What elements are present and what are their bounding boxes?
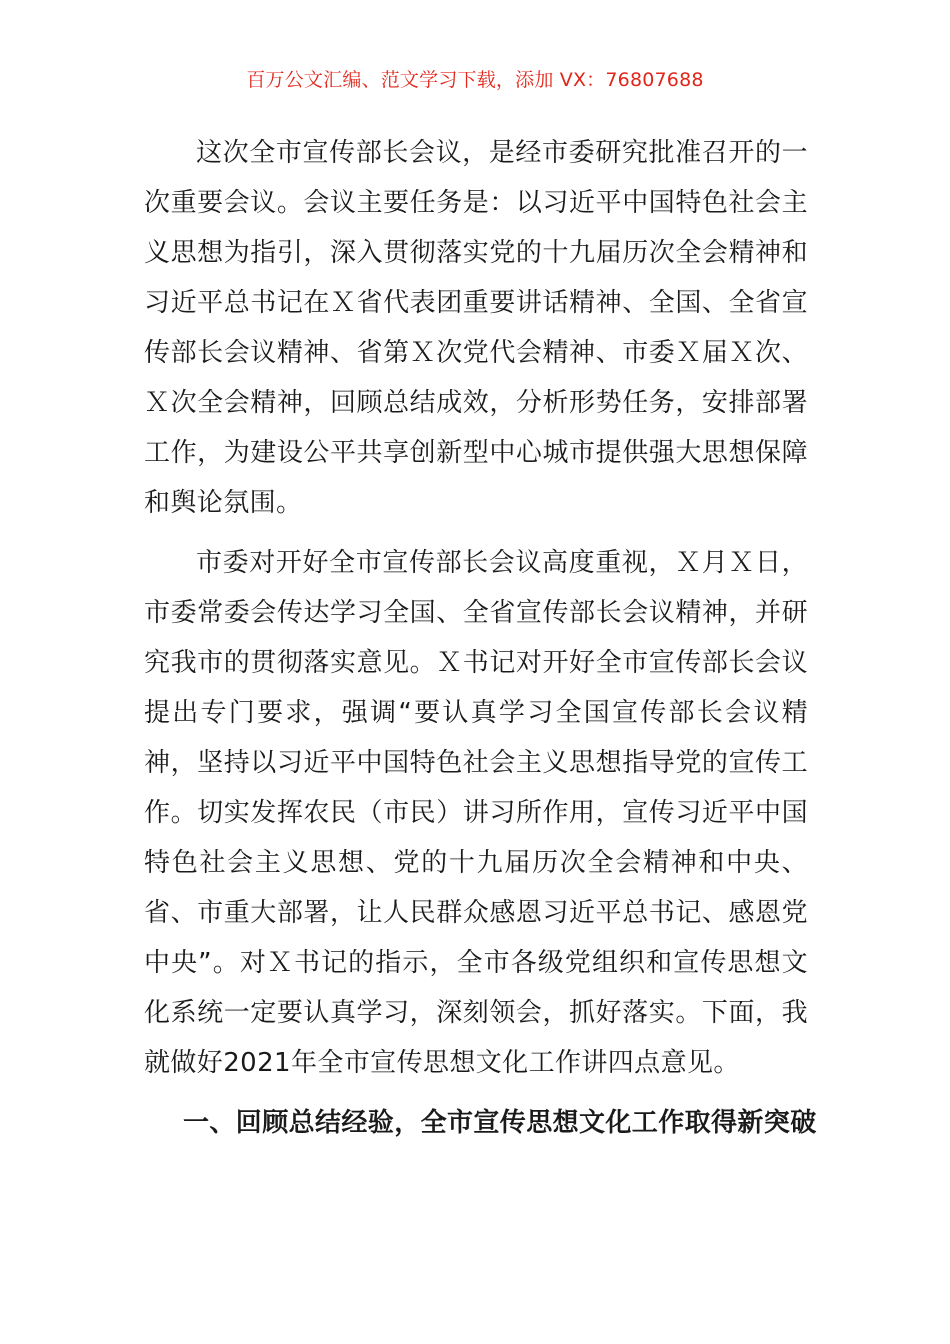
document-body	[144, 128, 817, 1148]
section-heading: 一、回顾总结经验，全市宣传思想文化工作取得新突破	[183, 1108, 817, 1138]
header-watermark-note: 百万公文汇编、范文学习下载，添加 VX：76807688	[246, 69, 704, 91]
body-paragraph-1: 这次全市宣传部长会议，是经市委研究批准召开的一次重要会议。会议主要任务是：以习近平中国特色社会主义思想为指引，深入贯彻落实党的十九届历次全会精神和习近平总书记在Ｘ省代表团重要讲话精神、全国、全省宣传部长会议精神、省第Ｘ次党代会精神、市委Ｘ届Ｘ次、Ｘ次全会精神，回顾总结成效，分析形势任务，安排部署工作，为建设公平共享创新型中心城市提供强大思想保障和舆论氛围。	[144, 138, 808, 518]
body-paragraph-2: 市委对开好全市宣传部长会议高度重视，Ｘ月Ｘ日，市委常委会传达学习全国、全省宣传部长会议精神，并研究我市的贯彻落实意见。Ｘ书记对开好全市宣传部长会议提出专门要求，强调“要认真学习全国宣传部长会议精神，坚持以习近平中国特色社会主义思想指导党的宣传工作。切实发挥农民（市民）讲习所作用，宣传习近平中国特色社会主义思想、党的十九届历次全会精神和中央、省、市重大部署，让人民群众感恩习近平总书记、感恩党中央”。对Ｘ书记的指示，全市各级党组织和宣传思想文化系统一定要认真学习，深刻领会，抓好落实。下面，我就做好2021年全市宣传思想文化工作讲四点意见。	[144, 548, 808, 1078]
